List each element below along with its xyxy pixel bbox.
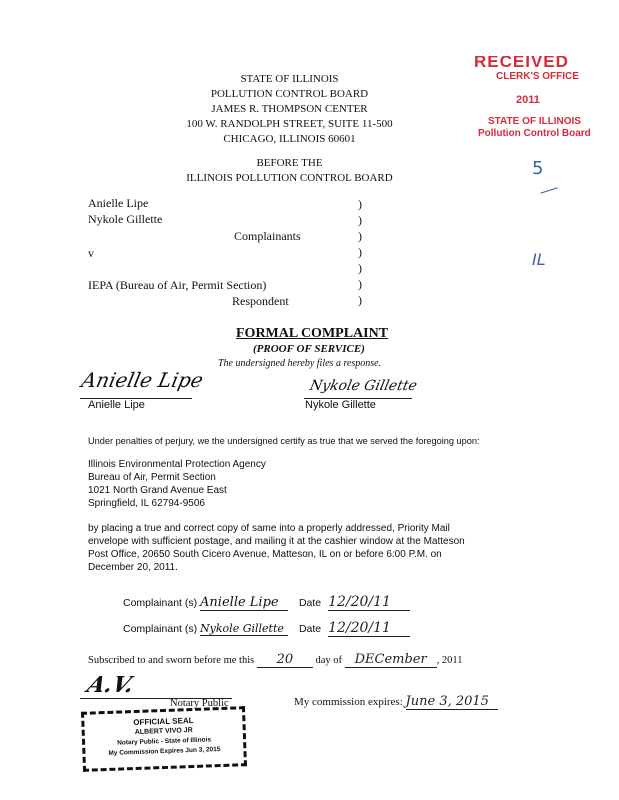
margin-mark-1: 5 [532, 158, 544, 179]
stamp-received-text: RECEIVED [474, 56, 569, 71]
seal-expiry: My Commission Expires Jun 3, 2015 [108, 746, 221, 757]
date-value: 12/20/11 [328, 594, 410, 611]
header-line: JAMES R. THOMPSON CENTER [211, 103, 368, 115]
signature-label-1: Anielle Lipe [88, 399, 145, 411]
header-line: POLLUTION CONTROL BOARD [210, 88, 369, 100]
document-note: The undersigned hereby files a response. [218, 358, 382, 369]
notary-signature: A.V. [83, 672, 138, 698]
signature-1: Anielle Lipe [79, 368, 206, 392]
complainant-signature: Nykole Gillette [200, 622, 288, 636]
header-line: STATE OF ILLINOIS [240, 73, 339, 85]
address-line: 1021 North Grand Avenue East [88, 485, 227, 496]
signature-2: Nykole Gillette [308, 378, 419, 394]
margin-mark-2: IL [532, 250, 546, 269]
document-subtitle: (PROOF OF SERVICE) [253, 343, 365, 355]
method-line: December 20, 2011. [88, 562, 178, 573]
stamp-board-text: Pollution Control Board [478, 128, 591, 139]
date-value: 12/20/11 [328, 620, 410, 637]
respondent-party: IEPA (Bureau of Air, Permit Section) [88, 278, 267, 292]
method-line: Post Office, 20650 South Cicero Avenue, Matteson, IL on or before 6:00 P.M. on [88, 549, 442, 560]
before-line: BEFORE THE [256, 157, 323, 169]
board-header [0, 72, 619, 147]
before-line: ILLINOIS POLLUTION CONTROL BOARD [186, 172, 393, 184]
seal-title: OFFICIAL SEAL [133, 715, 194, 728]
seal-name: ALBERT VIVO JR [134, 726, 193, 737]
subscribed-year: , 2011 [436, 655, 463, 666]
address-line: Illinois Environmental Protection Agency [88, 459, 266, 470]
caption-party-2: Nykole Gillette [88, 212, 163, 226]
complainant-row [123, 620, 410, 637]
service-statement: Under penalties of perjury, we the undersigned certify as true that we served the foregoing upon: [88, 436, 480, 446]
address-line: Springfield, IL 62794-9506 [88, 498, 205, 509]
subscribed-day-of: day of [315, 655, 343, 666]
signature-label-2: Nykole Gillette [305, 399, 376, 411]
commission-line [294, 694, 498, 710]
address-line: Bureau of Air, Permit Section [88, 472, 216, 483]
complainants-label: Complainants [234, 229, 301, 243]
subscribed-month: DECember [345, 652, 437, 668]
stamp-state-text: STATE OF ILLINOIS [488, 116, 581, 127]
header-line: 100 W. RANDOLPH STREET, SUITE 11-500 [186, 118, 393, 130]
before-header [0, 156, 619, 186]
date-label: Date [298, 623, 322, 635]
versus-label: v [88, 246, 94, 260]
seal-state: Notary Public - State of Illinois [117, 736, 212, 747]
official-seal [81, 706, 247, 772]
notary-label: Notary Public [170, 698, 229, 709]
stamp-year-text: 2011 [516, 94, 540, 106]
stamp-office-text: CLERK'S OFFICE [496, 71, 579, 82]
subscribed-prefix: Subscribed to and sworn before me this [88, 655, 255, 666]
complainant-label: Complainant (s) [123, 597, 198, 609]
complainant-signature: Anielle Lipe [200, 595, 288, 611]
service-method [88, 522, 465, 574]
margin-mark-dash [540, 187, 557, 194]
header-line: CHICAGO, ILLINOIS 60601 [223, 133, 356, 145]
commission-date: June 3, 2015 [406, 694, 498, 710]
date-label: Date [298, 597, 322, 609]
complainant-label: Complainant (s) [123, 623, 198, 635]
caption-bracket: ) ) ) ) ) ) ) [358, 197, 362, 307]
complainant-row [123, 594, 410, 611]
document-title: FORMAL COMPLAINT [236, 326, 389, 341]
method-line: envelope with sufficient postage, and mailing it at the cashier window at the Matteson [88, 536, 465, 547]
caption-party-1: Anielle Lipe [88, 196, 149, 210]
respondent-label: Respondent [232, 294, 289, 308]
subscribed-line [88, 652, 463, 668]
commission-label: My commission expires: [294, 696, 403, 708]
method-line: by placing a true and correct copy of same into a properly addressed, Priority Mail [88, 523, 450, 534]
subscribed-day: 20 [257, 652, 313, 668]
service-address [88, 458, 266, 510]
